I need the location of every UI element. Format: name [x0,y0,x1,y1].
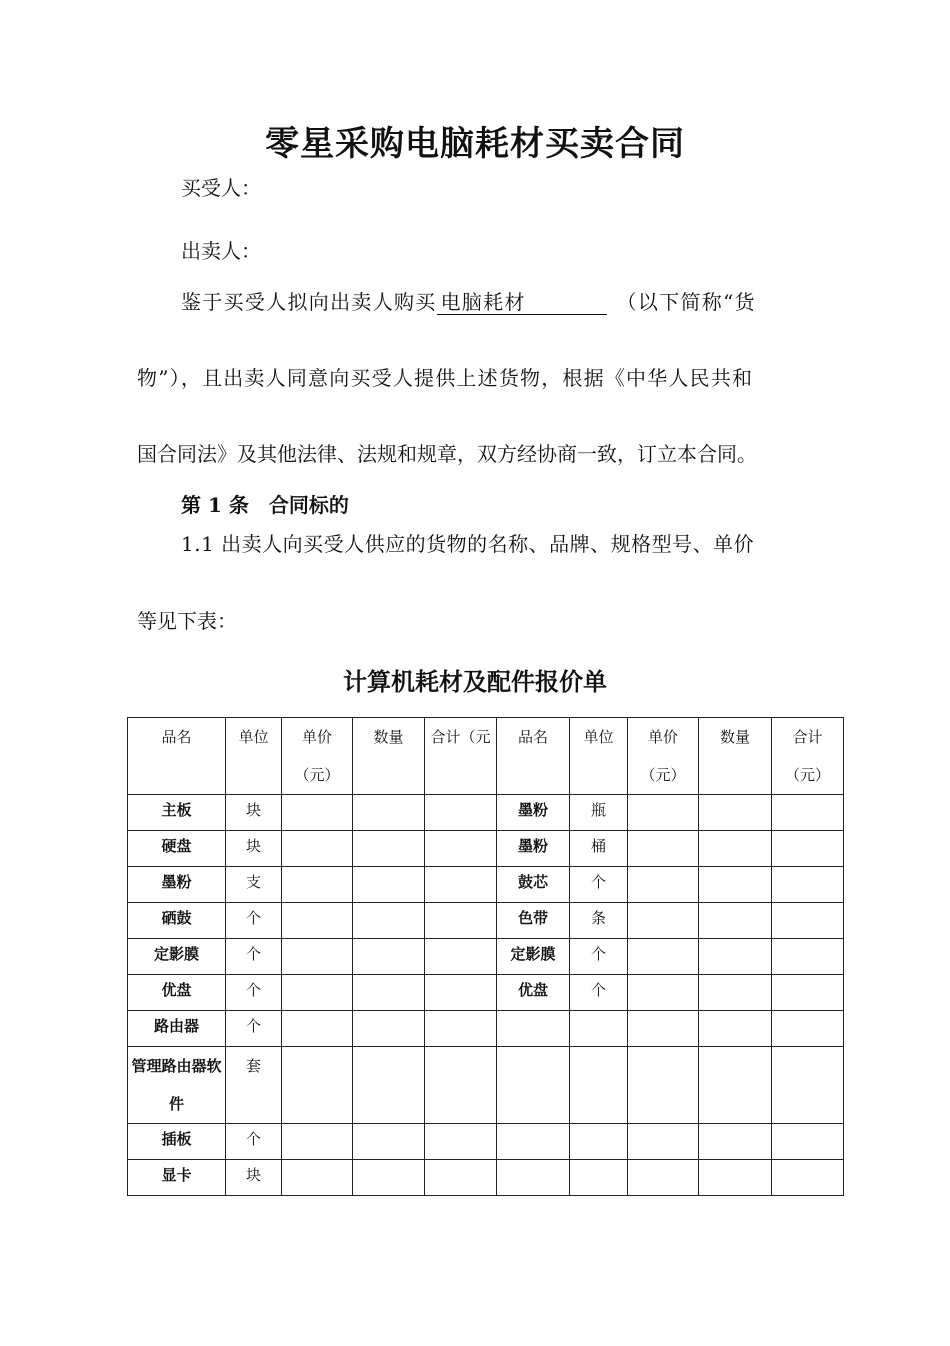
table-cell [425,867,497,903]
item-name-cell: 墨粉 [497,795,570,831]
table-cell [699,867,772,903]
table-cell [628,903,699,939]
header-cell: 单价（元） [628,718,699,795]
item-name-cell: 管理路由器软件 [128,1047,226,1124]
item-name-cell: 显卡 [128,1160,226,1196]
table-cell [353,975,425,1011]
item-name-cell: 硬盘 [128,831,226,867]
table-cell [628,1160,699,1196]
table-row [128,831,844,867]
table-header-row [128,718,844,795]
table-cell [628,867,699,903]
table-cell [772,939,844,975]
table-cell [699,1124,772,1160]
quote-table [127,717,844,1196]
table-cell [772,1047,844,1124]
table-cell: 个 [226,1011,282,1047]
table-cell [353,1011,425,1047]
table-row [128,975,844,1011]
table-cell [628,939,699,975]
table-cell: 个 [226,903,282,939]
table-cell: 桶 [570,831,628,867]
item-name-cell: 优盘 [497,975,570,1011]
table-cell [282,975,353,1011]
table-cell [353,795,425,831]
table-cell [699,1011,772,1047]
table-cell: 条 [570,903,628,939]
table-cell [699,1160,772,1196]
table-cell [353,903,425,939]
table-cell [628,1124,699,1160]
table-cell: 套 [226,1047,282,1124]
table-cell: 块 [226,795,282,831]
table-cell [282,1047,353,1124]
item-name-cell: 插板 [128,1124,226,1160]
table-row [128,867,844,903]
table-cell [282,1011,353,1047]
preamble-intro: 鉴于买受人拟向出卖人购买 [181,290,437,314]
item-name-cell: 定影膜 [497,939,570,975]
table-cell [425,1124,497,1160]
preamble-line-3: 国合同法》及其他法律、法规和规章，双方经协商一致，订立本合同。 [137,442,757,466]
table-row [128,1011,844,1047]
table-cell [628,1011,699,1047]
item-name-cell: 鼓芯 [497,867,570,903]
item-name-cell [497,1160,570,1196]
item-name-cell: 优盘 [128,975,226,1011]
table-cell [282,831,353,867]
table-cell [772,831,844,867]
table-cell [772,1011,844,1047]
item-name-cell: 硒鼓 [128,903,226,939]
header-cell: 单价（元） [282,718,353,795]
table-cell: 块 [226,831,282,867]
item-name-cell: 墨粉 [128,867,226,903]
item-name-cell: 定影膜 [128,939,226,975]
table-cell: 个 [226,1124,282,1160]
preamble-abbrev: （以下简称“货 [616,290,756,314]
table-cell [353,939,425,975]
table-cell [353,1124,425,1160]
contract-title: 零星采购电脑耗材买卖合同 [265,124,685,164]
table-cell: 个 [570,867,628,903]
table-cell [282,1160,353,1196]
table-row [128,903,844,939]
table-row [128,1160,844,1196]
buyer-label: 买受人： [181,176,261,200]
table-cell: 块 [226,1160,282,1196]
table-cell [425,1160,497,1196]
table-cell [570,1124,628,1160]
seller-label: 出卖人： [181,239,261,263]
clause-1-1: 1.1 出卖人向买受人供应的货物的名称、品牌、规格型号、单价 [181,532,755,556]
table-cell [353,831,425,867]
table-cell [425,975,497,1011]
preamble-line-1 [181,286,756,315]
item-name-cell [497,1011,570,1047]
table-cell: 个 [570,939,628,975]
table-cell [570,1011,628,1047]
table-cell: 个 [570,975,628,1011]
table-cell: 个 [226,975,282,1011]
table-row [128,795,844,831]
table-cell [699,975,772,1011]
table-cell [628,975,699,1011]
table-cell [282,795,353,831]
table-cell [425,831,497,867]
item-name-cell [497,1047,570,1124]
table-cell [699,903,772,939]
header-cell: 合计（元） [772,718,844,795]
item-name-cell: 路由器 [128,1011,226,1047]
table-cell [699,939,772,975]
header-cell: 品名 [497,718,570,795]
header-cell: 品名 [128,718,226,795]
table-cell [425,795,497,831]
table-cell [425,939,497,975]
table-cell: 瓶 [570,795,628,831]
table-cell [628,795,699,831]
item-name-cell: 色带 [497,903,570,939]
table-row [128,1047,844,1124]
table-cell [628,1047,699,1124]
table-cell [699,831,772,867]
table-cell [772,1124,844,1160]
table-cell: 支 [226,867,282,903]
table-row [128,1124,844,1160]
table-cell [425,1011,497,1047]
header-cell: 合计（元 [425,718,497,795]
table-cell [570,1047,628,1124]
item-name-cell [497,1124,570,1160]
table-cell [353,1160,425,1196]
table-cell [772,1160,844,1196]
table-cell: 个 [226,939,282,975]
table-cell [282,867,353,903]
table-cell [425,1047,497,1124]
table-cell [699,1047,772,1124]
table-cell [772,795,844,831]
item-name-cell: 主板 [128,795,226,831]
goods-name-field: 电脑耗材 [437,290,607,315]
table-cell [425,903,497,939]
table-cell [282,903,353,939]
header-cell: 数量 [353,718,425,795]
table-row [128,939,844,975]
article-1-heading: 第 1 条 合同标的 [181,493,349,517]
clause-1-1-continued: 等见下表： [137,609,237,633]
table-cell [282,939,353,975]
table-cell [772,867,844,903]
table-cell [772,903,844,939]
table-cell [282,1124,353,1160]
table-cell [353,1047,425,1124]
table-cell [570,1160,628,1196]
header-cell: 数量 [699,718,772,795]
header-cell: 单位 [226,718,282,795]
item-name-cell: 墨粉 [497,831,570,867]
preamble-line-2: 物”），且出卖人同意向买受人提供上述货物，根据《中华人民共和 [137,366,754,390]
quote-table-title: 计算机耗材及配件报价单 [343,667,607,696]
table-cell [772,975,844,1011]
table-cell [699,795,772,831]
table-cell [353,867,425,903]
table-cell [628,831,699,867]
header-cell: 单位 [570,718,628,795]
